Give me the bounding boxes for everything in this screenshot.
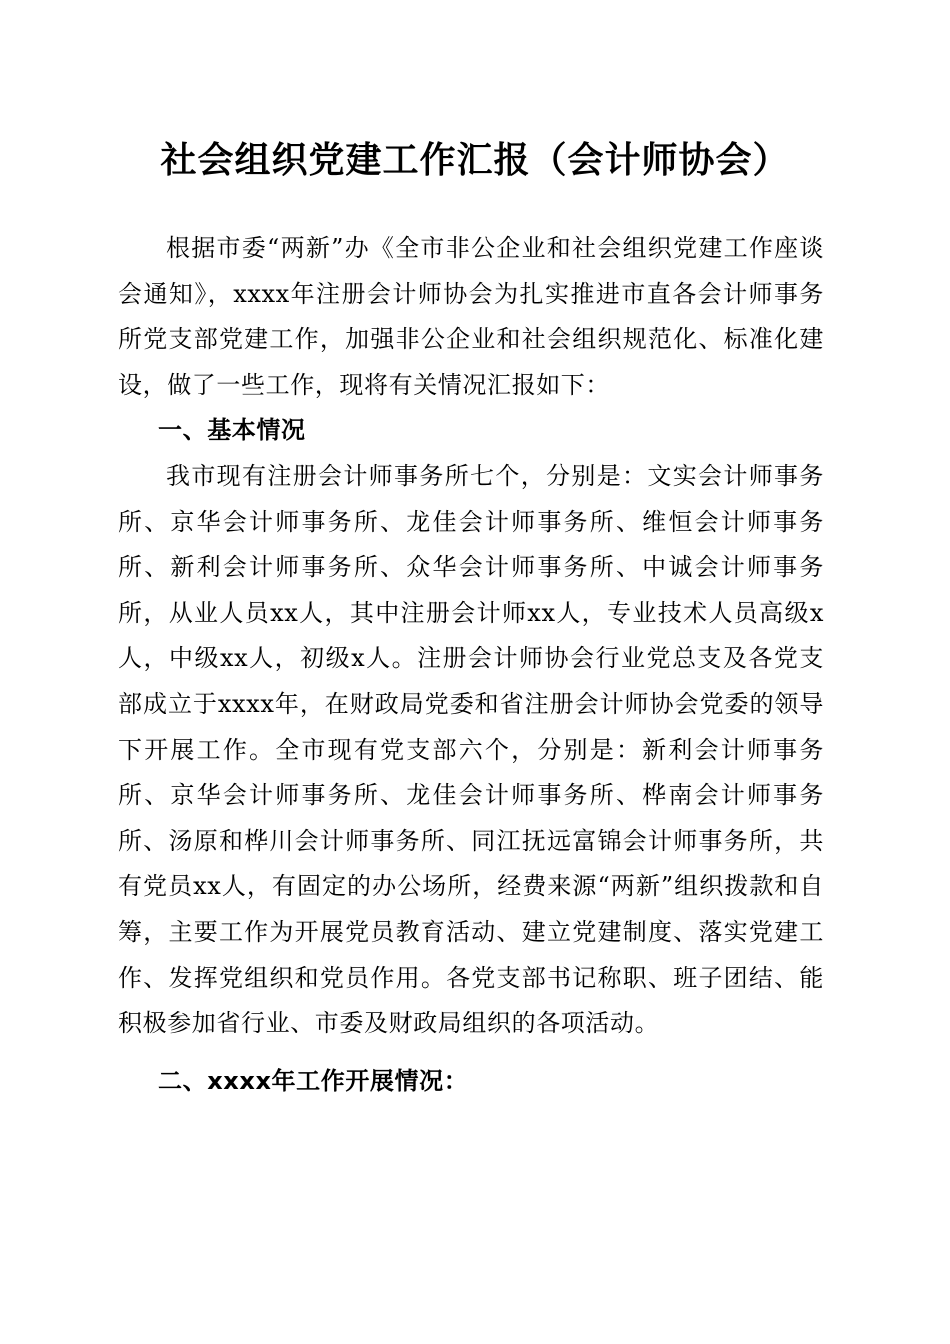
basic-situation-paragraph: 我市现有注册会计师事务所七个，分别是：文实会计师事务所、京华会计师事务所、龙佳会计师事务所、维恒会计师事务所、新利会计师事务所、众华会计师事务所、中诚会计师事务所，从业人员xx人，其中注册会计师xx人，专业技术人员高级x人，中级xx人，初级x人。注册会计师协会行业党总支及各党支部成立于xxxx年，在财政局党委和省注册会计师协会党委的领导下开展工作。全市现有党支部六个，分别是：新利会计师事务所、京华会计师事务所、龙佳会计师事务所、桦南会计师事务所、汤原和桦川会计师事务所、同江抚远富锦会计师事务所，共有党员xx人，有固定的办公场所，经费来源“两新”组织拨款和自筹，主要工作为开展党员教育活动、建立党建制度、落实党建工作、发挥党组织和党员作用。各党支部书记称职、班子团结、能积极参加省行业、市委及财政局组织的各项活动。 [118,461,824,1038]
section-heading-work-progress: 二、xxxx年工作开展情况： [158,1066,469,1095]
document-body [118,226,824,1104]
document-title: 社会组织党建工作汇报（会计师协会） [160,139,790,181]
intro-paragraph: 根据市委“两新”办《全市非公企业和社会组织党建工作座谈会通知》，xxxx年注册会计师协会为扎实推进市直各会计师事务所党支部党建工作，加强非公企业和社会组织规范化、标准化建设，做了一些工作，现将有关情况汇报如下： [118,234,824,399]
section-heading-basic-situation: 一、基本情况 [158,416,306,445]
